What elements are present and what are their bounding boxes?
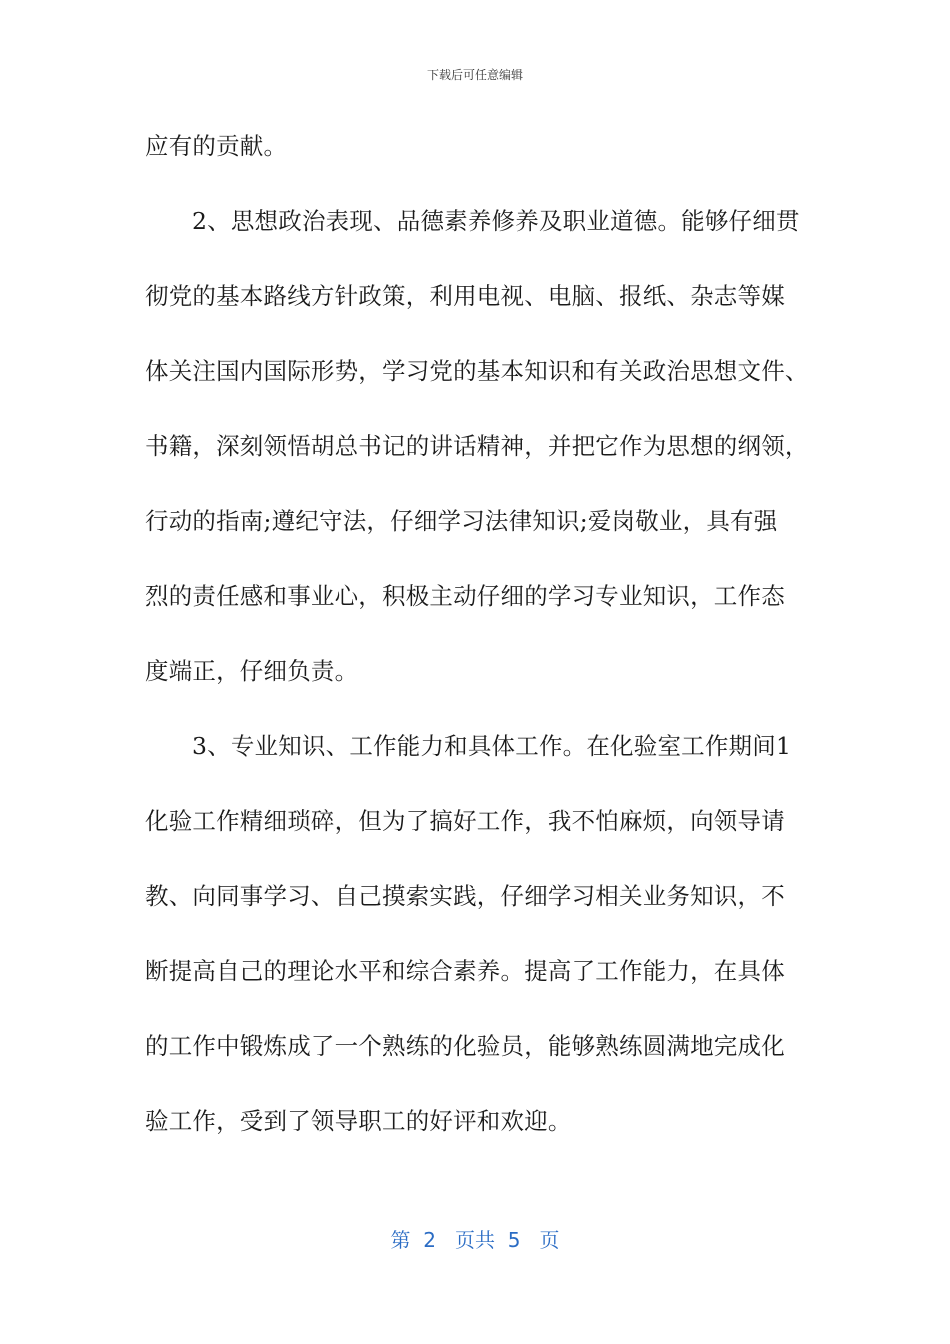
paragraph-line: 体关注国内国际形势，学习党的基本知识和有关政治思想文件、	[145, 357, 809, 385]
paragraph-line: 应有的贡献。	[145, 132, 288, 160]
document-body	[145, 127, 810, 1177]
paragraph-line: 烈的责任感和事业心，积极主动仔细的学习专业知识，工作态	[145, 582, 785, 610]
paragraph-line: 行动的指南;遵纪守法，仔细学习法律知识;爱岗敬业，具有强	[145, 507, 778, 535]
paragraph-line: 教、向同事学习、自己摸索实践，仔细学习相关业务知识，不	[145, 882, 785, 910]
paragraph-line: 3、专业知识、工作能力和具体工作。在化验室工作期间1	[192, 732, 792, 760]
paragraph-line: 断提高自己的理论水平和综合素养。提高了工作能力，在具体	[145, 957, 785, 985]
paragraph-line: 验工作，受到了领导职工的好评和欢迎。	[145, 1107, 572, 1135]
paragraph-line: 书籍，深刻领悟胡总书记的讲话精神，并把它作为思想的纲领，	[145, 432, 809, 460]
paragraph-line: 度端正，仔细负责。	[145, 657, 359, 685]
page-number-footer: 第 2 页共 5 页	[390, 1228, 560, 1252]
paragraph-line: 的工作中锻炼成了一个熟练的化验员，能够熟练圆满地完成化	[145, 1032, 785, 1060]
paragraph-line: 化验工作精细琐碎，但为了搞好工作，我不怕麻烦，向领导请	[145, 807, 785, 835]
paragraph-line: 2、思想政治表现、品德素养修养及职业道德。能够仔细贯	[192, 207, 800, 235]
page-header: 下载后可任意编辑	[426, 68, 523, 82]
paragraph-line: 彻党的基本路线方针政策，利用电视、电脑、报纸、杂志等媒	[145, 282, 785, 310]
